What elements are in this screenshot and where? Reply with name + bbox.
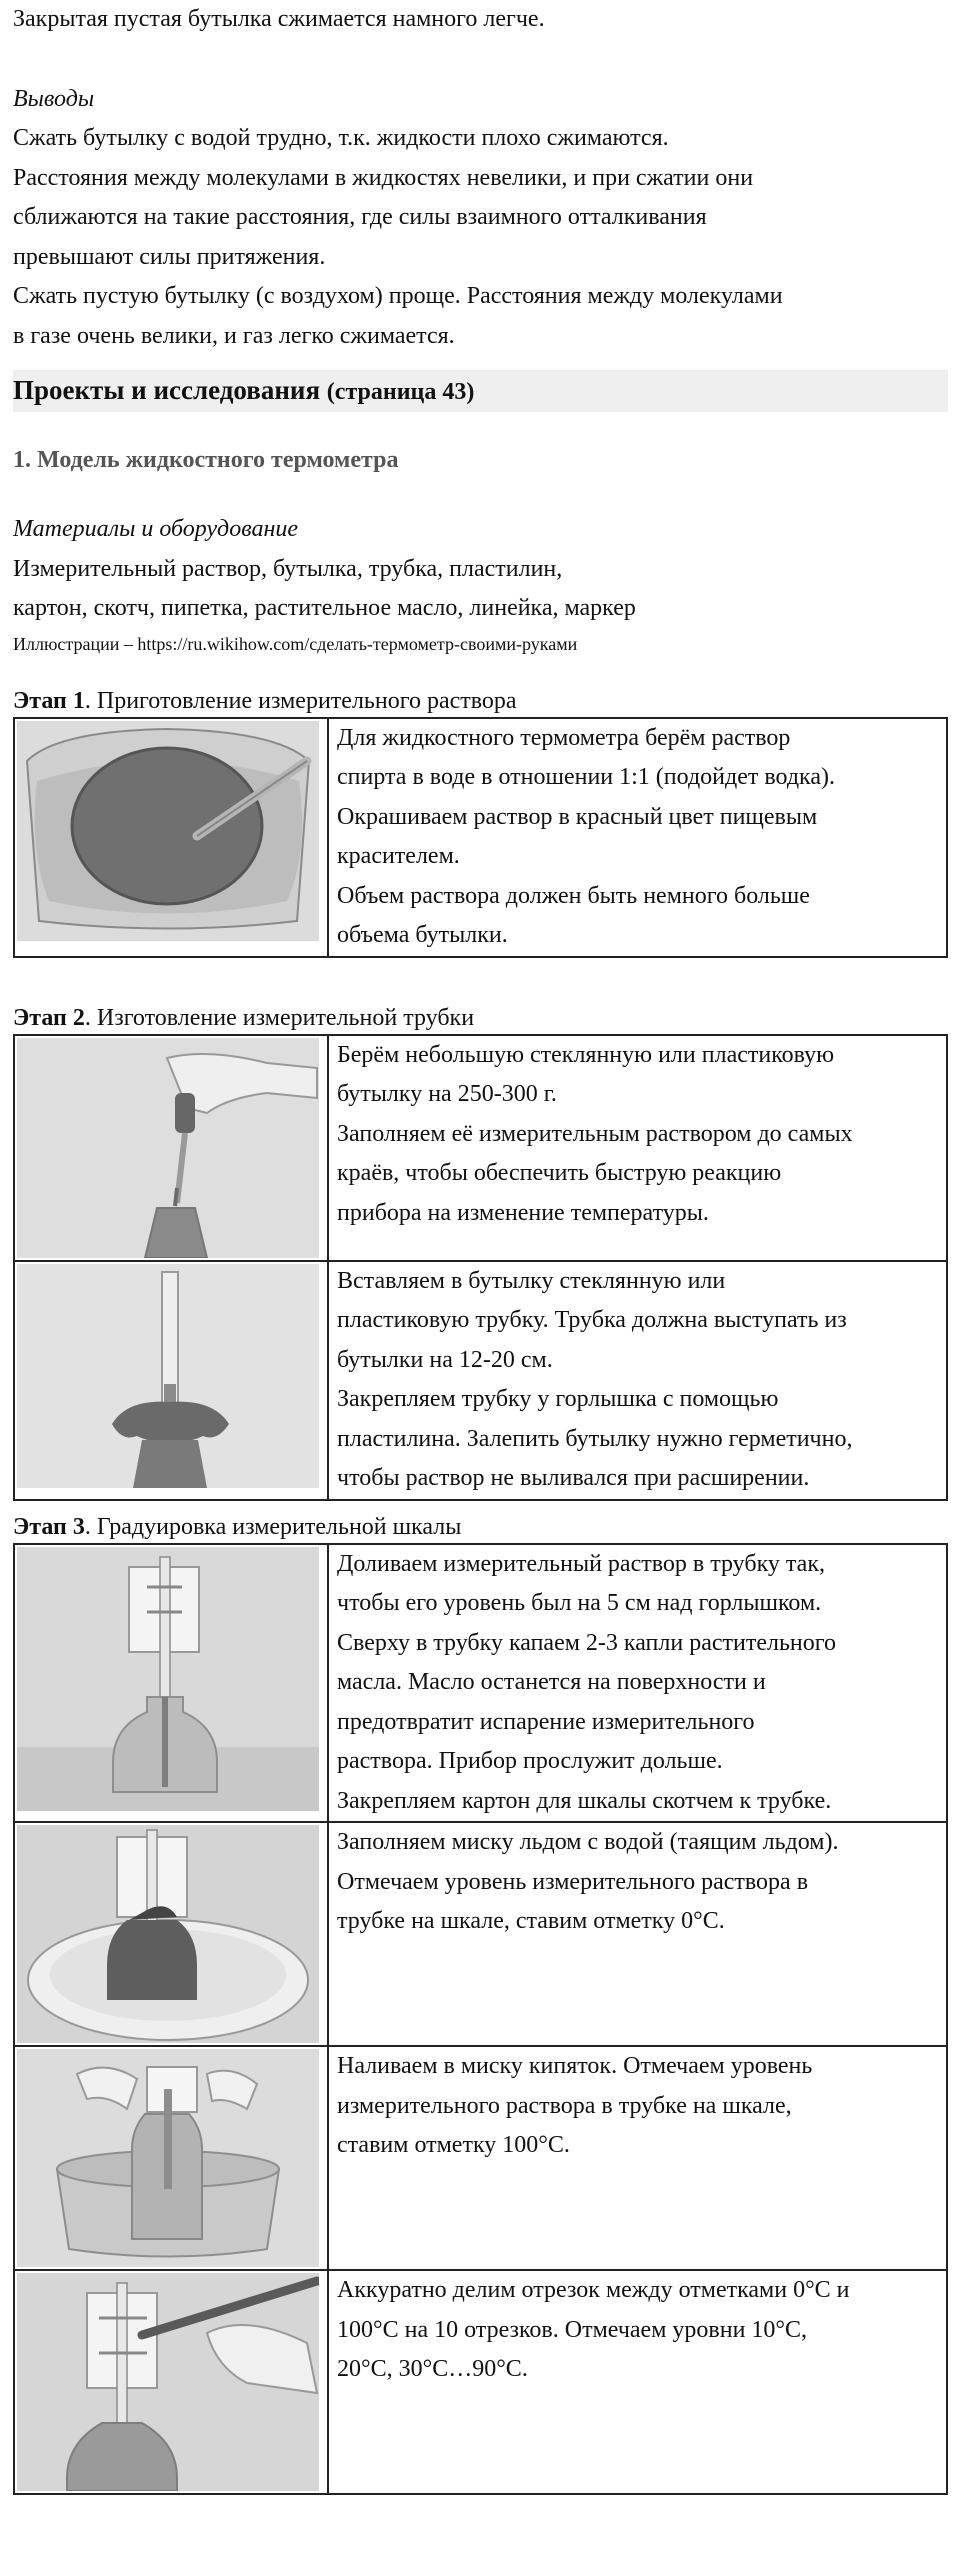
instruction-line: Наливаем в миску кипяток. Отмечаем уровень [337, 2053, 813, 2079]
instruction-cell [328, 1544, 947, 1823]
instruction-line: Отмечаем уровень измерительного раствора в [337, 1868, 809, 1895]
stage-label: Этап 2 [13, 1004, 85, 1031]
instruction-line: трубке на шкале, ставим отметку 0°С. [337, 1908, 725, 1934]
stage-title: . Изготовление измерительной трубки [84, 1004, 475, 1031]
conclusion-line: Сжать бутылку с водой трудно, т.к. жидкости плохо сжимаются. [13, 125, 669, 151]
instruction-cell [328, 2046, 947, 2270]
instruction-line: ставим отметку 100°С. [337, 2132, 570, 2158]
instruction-line: объема бутылки. [337, 922, 508, 948]
bottle-with-cardboard-scale-icon [17, 1547, 319, 1811]
instruction-cell [328, 1822, 947, 2046]
instruction-line: Аккуратно делим отрезок между отметками 0°С и [337, 2277, 850, 2303]
instruction-line: Вставляем в бутылку стеклянную или [337, 1267, 726, 1294]
instruction-line: Заполняем миску льдом с водой (таящим льдом). [337, 1829, 839, 1855]
stage-table [13, 717, 948, 958]
instruction-cell [328, 1261, 947, 1500]
instruction-line: раствора. Прибор прослужит дольше. [337, 1748, 723, 1774]
conclusions-title: Выводы [13, 85, 95, 112]
stage-table [13, 1034, 948, 1501]
instruction-line: чтобы его уровень был на 5 см над горлышком. [337, 1590, 822, 1616]
section-page-ref: (страница 43) [326, 379, 475, 405]
illustrations-credit: Иллюстрации – https://ru.wikihow.com/сделать-термометр-своими-руками [13, 633, 578, 654]
instruction-line: Закрепляем картон для шкалы скотчем к трубке. [337, 1787, 832, 1814]
instruction-line: чтобы раствор не выливался при расширении. [337, 1465, 810, 1491]
instruction-line: спирта в воде в отношении 1:1 (подойдет водка). [337, 764, 835, 790]
stage-heading [13, 685, 948, 717]
bottle-in-hot-water-bowl-icon [17, 2049, 319, 2267]
instruction-line: измерительного раствора в трубке на шкале, [337, 2092, 792, 2119]
stage-heading [13, 1002, 948, 1034]
stage-table [13, 1543, 948, 2496]
illustration-cell [14, 1261, 328, 1500]
instruction-line: предотвратит испарение измерительного [337, 1708, 755, 1735]
instruction-line: 20°С, 30°С…90°С. [337, 2356, 528, 2382]
table-row [14, 1035, 947, 1261]
table-row [14, 1544, 947, 1823]
conclusion-line: сближаются на такие расстояния, где силы взаимного отталкивания [13, 204, 707, 230]
illustration-cell [14, 2270, 328, 2494]
instruction-line: прибора на изменение температуры. [337, 1199, 709, 1226]
document-page [13, 0, 948, 2495]
tube-in-bottle-with-clay-icon [17, 1264, 319, 1488]
instruction-line: Для жидкостного термометра берём раствор [337, 724, 791, 751]
stage-title: . Приготовление измерительного раствора [84, 687, 517, 714]
bowl-with-red-solution-icon [17, 721, 319, 941]
bottle-in-ice-bowl-icon [17, 1825, 319, 2043]
project-title: 1. Модель жидкостного термометра [13, 447, 399, 473]
pipette-filling-bottle-icon [17, 1038, 319, 1258]
table-row [14, 2270, 947, 2494]
materials-line: Измерительный раствор, бутылка, трубка, пластилин, [13, 555, 563, 582]
illustration-cell [14, 1544, 328, 1823]
stage-label: Этап 3 [13, 1513, 85, 1540]
conclusion-line: Сжать пустую бутылку (с воздухом) проще. Расстояния между молекулами [13, 283, 783, 309]
instruction-cell [328, 1035, 947, 1261]
table-row [14, 1261, 947, 1500]
instruction-line: Доливаем измерительный раствор в трубку так, [337, 1550, 825, 1577]
instruction-line: Заполняем её измерительным раствором до самых [337, 1120, 853, 1147]
marking-scale-with-pen-icon [17, 2273, 319, 2491]
instruction-cell [328, 718, 947, 957]
stage-label: Этап 1 [13, 687, 85, 714]
conclusion-line: превышают силы притяжения. [13, 243, 326, 270]
instruction-line: пластиковую трубку. Трубка должна выступать из [337, 1307, 847, 1333]
section-heading [13, 370, 948, 412]
instruction-cell [328, 2270, 947, 2494]
table-row [14, 718, 947, 957]
conclusions-text [13, 119, 948, 356]
section-title: Проекты и исследования [13, 375, 321, 405]
instruction-line: Берём небольшую стеклянную или пластиковую [337, 1041, 835, 1068]
stage-title: . Градуировка измерительной шкалы [84, 1513, 462, 1540]
instruction-line: Сверху в трубку капаем 2-3 капли растительного [337, 1629, 836, 1656]
table-row [14, 2046, 947, 2270]
materials-title: Материалы и оборудование [13, 516, 299, 542]
instruction-line: красителем. [337, 843, 460, 869]
illustration-cell [14, 1822, 328, 2046]
materials-line: картон, скотч, пипетка, растительное масло, линейка, маркер [13, 595, 636, 621]
instruction-line: масла. Масло останется на поверхности и [337, 1669, 766, 1695]
instruction-line: Окрашиваем раствор в красный цвет пищевым [337, 803, 818, 830]
conclusion-line: Расстояния между молекулами в жидкостях невелики, и при сжатии они [13, 164, 754, 191]
instruction-line: Объем раствора должен быть немного больше [337, 882, 810, 909]
intro-line: Закрытая пустая бутылка сжимается намного легче. [13, 6, 545, 32]
instruction-line: 100°С на 10 отрезков. Отмечаем уровни 10°С, [337, 2316, 808, 2343]
instruction-line: краёв, чтобы обеспечить быструю реакцию [337, 1160, 782, 1186]
instruction-line: бутылку на 250-300 г. [337, 1081, 557, 1107]
illustration-cell [14, 1035, 328, 1261]
instruction-line: пластилина. Залепить бутылку нужно герметично, [337, 1425, 853, 1452]
table-row [14, 1822, 947, 2046]
instruction-line: Закрепляем трубку у горлышка с помощью [337, 1386, 779, 1412]
instruction-line: бутылки на 12-20 см. [337, 1346, 553, 1373]
illustration-cell [14, 718, 328, 957]
illustration-cell [14, 2046, 328, 2270]
conclusion-line: в газе очень велики, и газ легко сжимается. [13, 322, 455, 349]
stage-heading [13, 1511, 948, 1543]
